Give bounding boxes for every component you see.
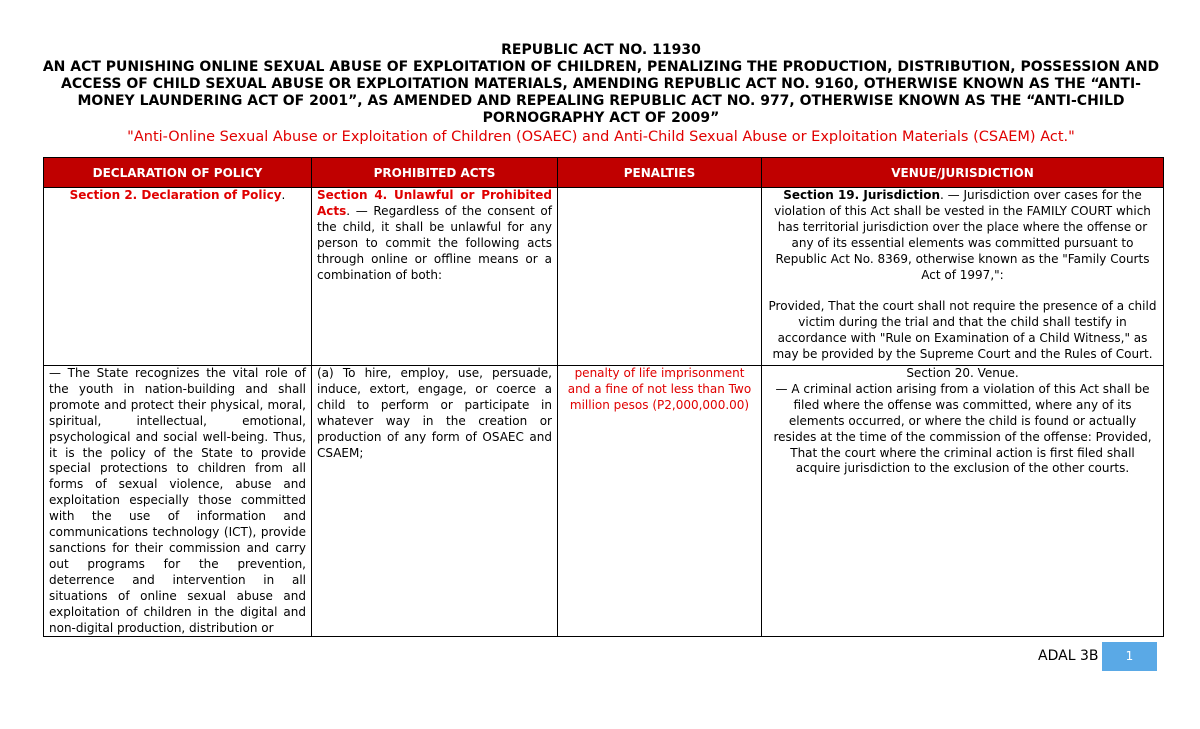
- column-header-penalties: PENALTIES: [558, 158, 762, 188]
- penalty-cell: penalty of life imprisonment and a fine of not less than Two million pesos (P2,000,000.00): [558, 366, 762, 637]
- jurisdiction-text: . — Jurisdiction over cases for the violation of this Act shall be vested in the FAMILY COURT which has territorial jurisdiction over the place where the offense or any of its essential elements was committed pursuant to Republic Act No. 8369, otherwise known as the "Family Courts Act of 1997,":: [774, 188, 1151, 282]
- venue-cell: [762, 366, 1164, 637]
- spacer: [767, 283, 1158, 299]
- table-row: [44, 188, 1164, 366]
- column-header-venue: VENUE/JURISDICTION: [762, 158, 1164, 188]
- short-title: "Anti-Online Sexual Abuse or Exploitation of Children (OSAEC) and Anti-Child Sexual Abuse or Exploitation Materials (CSAEM) Act.": [127, 129, 1075, 145]
- table-row: [44, 366, 1164, 637]
- act-number: REPUBLIC ACT NO. 11930: [501, 42, 701, 58]
- document-header: [40, 42, 1162, 147]
- venue-heading: Section 20. Venue.: [906, 366, 1019, 380]
- column-header-policy: DECLARATION OF POLICY: [44, 158, 312, 188]
- prohibited-cell: [312, 188, 558, 366]
- column-header-prohibited: PROHIBITED ACTS: [312, 158, 558, 188]
- penalty-cell: [558, 188, 762, 366]
- act-title: AN ACT PUNISHING ONLINE SEXUAL ABUSE OF EXPLOITATION OF CHILDREN, PENALIZING THE PRODUCTION, DISTRIBUTION, POSSESSION AND ACCESS OF CHILD SEXUAL ABUSE OR EXPLOITATION MATERIALS, AMENDING REPUBLIC ACT NO. 9160, OTHERWISE KNOWN AS THE “ANTI-MONEY LAUNDERING ACT OF 2001”, AS AMENDED AND REPEALING REPUBLIC ACT NO. 977, OTHERWISE KNOWN AS THE “ANTI-CHILD PORNOGRAPHY ACT OF 2009”: [42, 59, 1160, 126]
- jurisdiction-heading: Section 19. Jurisdiction: [783, 188, 941, 202]
- venue-cell: [762, 188, 1164, 366]
- footer-label: ADAL 3B: [1038, 648, 1099, 664]
- venue-text: — A criminal action arising from a violation of this Act shall be filed where the offense was committed, where any of its elements occurred, or where the child is found or actually resides at the time of the commission of the offense: Provided, That the court where the criminal action is first filed shall acquire jurisdiction to the exclusion of the other courts.: [773, 381, 1152, 476]
- table-header-row: [44, 158, 1164, 188]
- law-summary-table: [43, 157, 1164, 637]
- prohibited-section-heading: Section 4. Unlawful or Prohibited Acts: [317, 188, 552, 218]
- prohibited-cell: (a) To hire, employ, use, persuade, induce, extort, engage, or coerce a child to perform or participate in whatever way in the creation or production of any form of OSAEC and CSAEM;: [312, 366, 558, 637]
- page-number-box: 1: [1102, 642, 1157, 671]
- jurisdiction-proviso: Provided, That the court shall not require the presence of a child victim during the trial and that the child shall testify in accordance with "Rule on Examination of a Child Witness," as may be provided by the Supreme Court and the Rules of Court.: [768, 299, 1157, 362]
- policy-heading-punct: .: [281, 188, 286, 202]
- prohibited-intro-text: . — Regardless of the consent of the child, it shall be unlawful for any person to commit the following acts through online or offline means or a combination of both:: [317, 203, 552, 282]
- policy-cell: [44, 188, 312, 366]
- policy-section-heading: Section 2. Declaration of Policy: [69, 188, 282, 202]
- policy-cell: — The State recognizes the vital role of the youth in nation-building and shall promote and protect their physical, moral, spiritual, intellectual, emotional, psychological and social well-being. Thus, it is the policy of the State to provide special protections to children from all forms of sexual violence, abuse and exploitation especially those committed with the use of information and communications technology (ICT), provide sanctions for their commission and carry out programs for the prevention, deterrence and intervention in all situations of online sexual abuse and exploitation of children in the digital and non-digital production, distribution or: [44, 366, 312, 637]
